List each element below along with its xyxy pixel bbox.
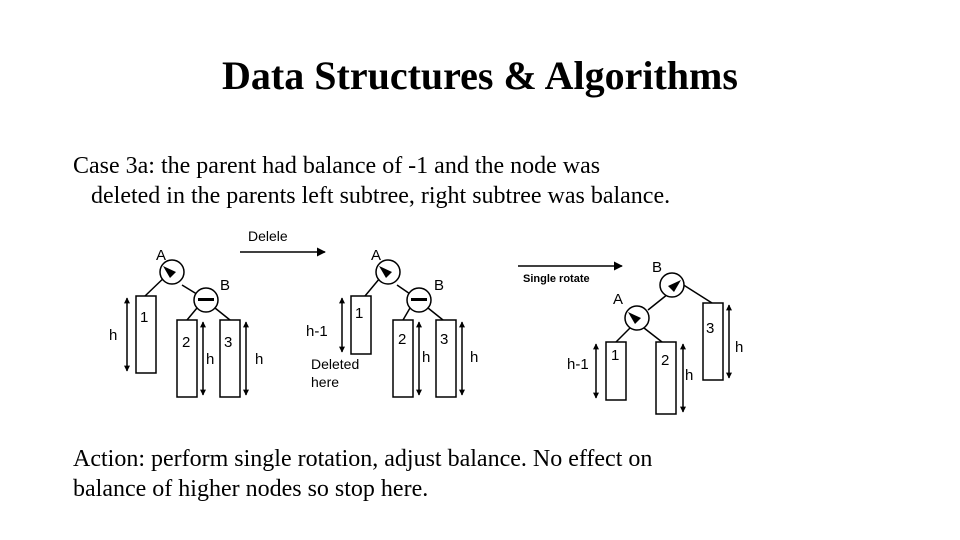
delete-arrow-label: Delele	[248, 228, 288, 244]
deleted-here-label-1: Deleted	[311, 356, 360, 372]
label-subtree-1: 1	[611, 347, 620, 364]
delete-arrow	[240, 228, 325, 252]
label-subtree-2: 2	[398, 331, 407, 348]
tree-after-delete	[306, 247, 478, 397]
balance-even-icon	[198, 298, 214, 301]
case-line-1: Case 3a: the parent had balance of -1 and the node was	[73, 153, 601, 179]
case-line-2: deleted in the parents left subtree, right subtree was balance.	[91, 183, 671, 209]
subtree-3	[703, 303, 723, 380]
label-subtree-2: 2	[661, 352, 670, 369]
label-subtree-3: 3	[224, 334, 233, 351]
subtree-3	[220, 320, 240, 397]
label-subtree-1: 1	[140, 309, 149, 326]
height-label-2: h	[685, 367, 694, 384]
label-node-b: B	[434, 277, 445, 294]
action-description	[73, 444, 913, 504]
height-label-1: h	[109, 327, 118, 344]
label-node-a: A	[613, 291, 624, 308]
height-label-3: h	[735, 339, 744, 356]
height-label-3: h	[470, 349, 479, 366]
rotate-arrow	[518, 266, 622, 285]
label-node-a: A	[371, 247, 382, 264]
subtree-1	[136, 296, 156, 373]
label-subtree-3: 3	[440, 331, 449, 348]
height-label-1: h-1	[306, 323, 328, 340]
height-label-2: h	[422, 349, 431, 366]
height-label-1: h-1	[567, 356, 589, 373]
slide-title: Data Structures & Algorithms	[222, 53, 738, 98]
label-node-a: A	[156, 247, 167, 264]
balance-even-icon	[411, 298, 427, 301]
avl-rotation-diagram	[0, 215, 960, 420]
height-label-2: h	[206, 351, 215, 368]
height-label-3: h	[255, 351, 264, 368]
rotate-arrow-label: Single rotate	[523, 273, 590, 285]
label-node-b: B	[220, 277, 231, 294]
deleted-here-label-2: here	[311, 374, 340, 390]
label-node-b: B	[652, 259, 663, 276]
label-subtree-3: 3	[706, 320, 715, 337]
action-line-2: balance of higher nodes so stop here.	[73, 476, 429, 502]
label-subtree-2: 2	[182, 334, 191, 351]
label-subtree-1: 1	[355, 305, 364, 322]
tree-after-rotate	[567, 259, 743, 414]
tree-before-delete	[109, 247, 263, 397]
action-line-1: Action: perform single rotation, adjust balance. No effect on	[73, 446, 653, 472]
case-description	[73, 151, 913, 211]
subtree-2	[177, 320, 197, 397]
